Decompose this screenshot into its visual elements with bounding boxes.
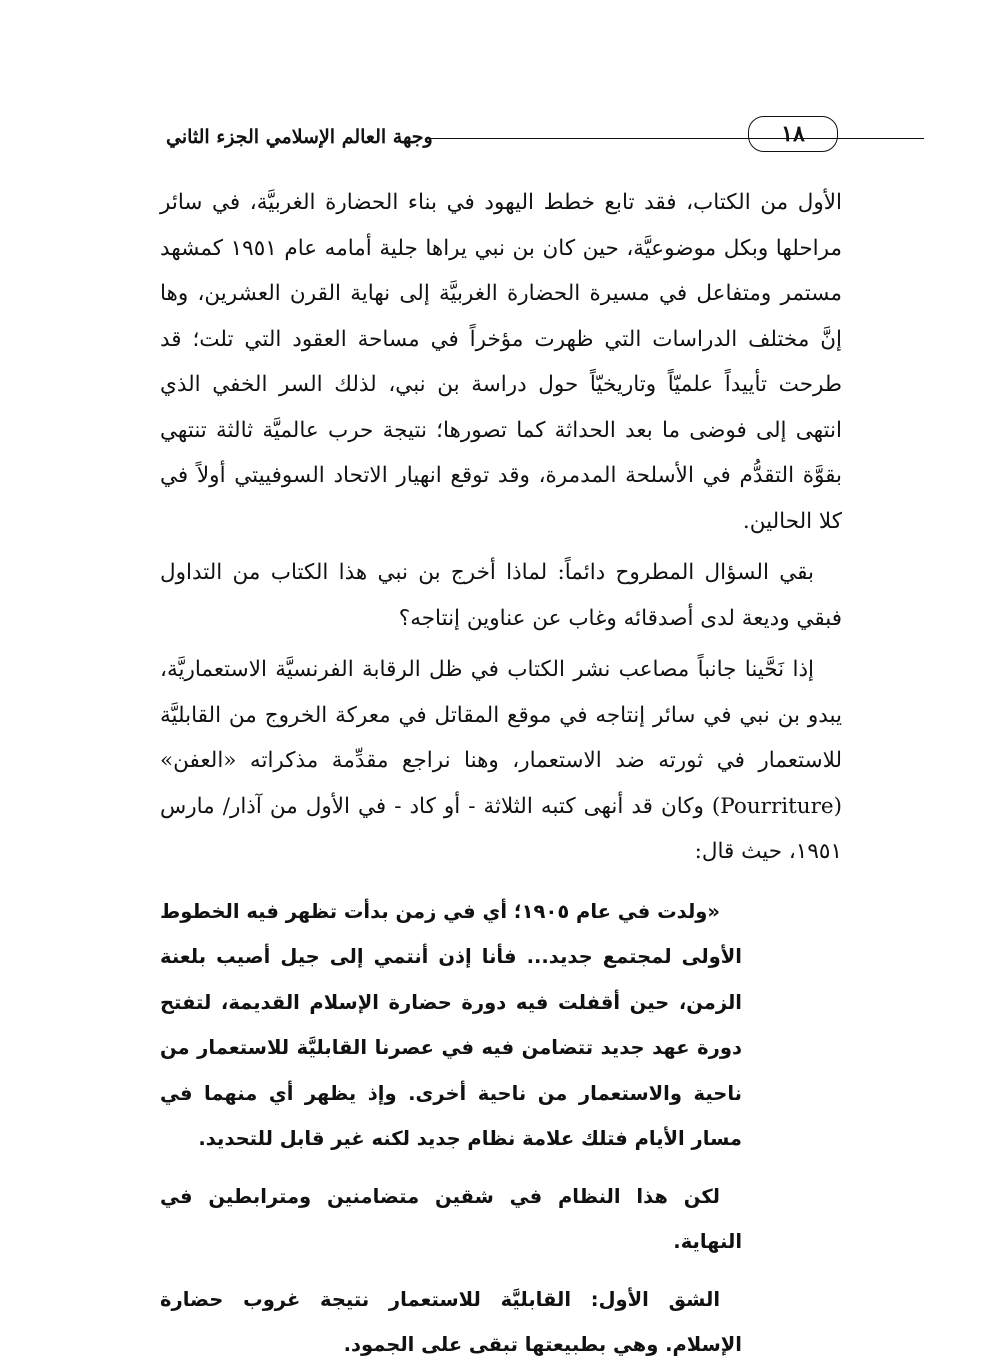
paragraph-2: بقي السؤال المطروح دائماً: لماذا أخرج بن نبي هذا الكتاب من التداول فبقي وديعة لدى أصدقائه وغاب عن عناوين إنتاجه؟ [160,560,842,631]
header-rule [430,138,924,139]
paragraph-3: إذا نَحَّينا جانباً مصاعب نشر الكتاب في ظل الرقابة الفرنسيَّة الاستعماريَّة، يبدو بن نبي في سائر إنتاجه في موقع المقاتل في معركة الخروج من القابليَّة للاستعمار في ثورته ضد الاستعمار، وهنا نراجع مقدِّمة مذكراته «العفن» (Pourriture) وكان قد أنهى كتبه الثلاثة - أو كاد - في الأول من آذار/ مارس ١٩٥١، حيث قال: [160,657,842,864]
page-number: ١٨ [748,116,838,152]
running-title: وجهة العالم الإسلامي الجزء الثاني [166,126,433,148]
paragraph-1: الأول من الكتاب، فقد تابع خطط اليهود في بناء الحضارة الغربيَّة، في سائر مراحلها وبكل موضوعيَّة، حين كان بن نبي يراها جلية أمامه عام ١٩٥١ كمشهد مستمر ومتفاعل في مسيرة الحضارة الغربيَّة إلى نهاية القرن العشرين، وها إنَّ مختلف الدراسات التي ظهرت مؤخراً في مساحة العقود التي تلت؛ قد طرحت تأييداً علميّاً وتاريخيّاً حول دراسة بن نبي، لذلك السر الخفي الذي انتهى إلى فوضى ما بعد الحداثة كما تصورها؛ نتيجة حرب عالميَّة ثالثة تنتهي بقوَّة التقدُّم في الأسلحة المدمرة، وقد توقع انهيار الاتحاد السوفييتي أولاً في كلا الحالين. [160,190,843,534]
quote-paragraph-3: الشق الأول: القابليَّة للاستعمار نتيجة غروب حضارة الإسلام. وهي بطبيعتها تبقى على الجمود. [160,1287,742,1356]
quote-paragraph-2: لكن هذا النظام في شقين متضامنين ومترابطين في النهاية. [160,1184,742,1253]
page-body [160,180,842,1368]
quote-paragraph-1: «ولدت في عام ١٩٠٥؛ أي في زمن بدأت تظهر فيه الخطوط الأولى لمجتمع جديد... فأنا إذن أنتمي إلى جيل أصيب بلعنة الزمن، حين أقفلت فيه دورة حضارة الإسلام القديمة، لتفتح دورة عهد جديد تتضامن فيه في عصرنا القابليَّة للاستعمار من ناحية والاستعمار من ناحية أخرى. وإذ يظهر أي منهما في مسار الأيام فتلك علامة نظام جديد لكنه غير قابل للتحديد. [160,899,742,1150]
page-header [166,112,846,156]
